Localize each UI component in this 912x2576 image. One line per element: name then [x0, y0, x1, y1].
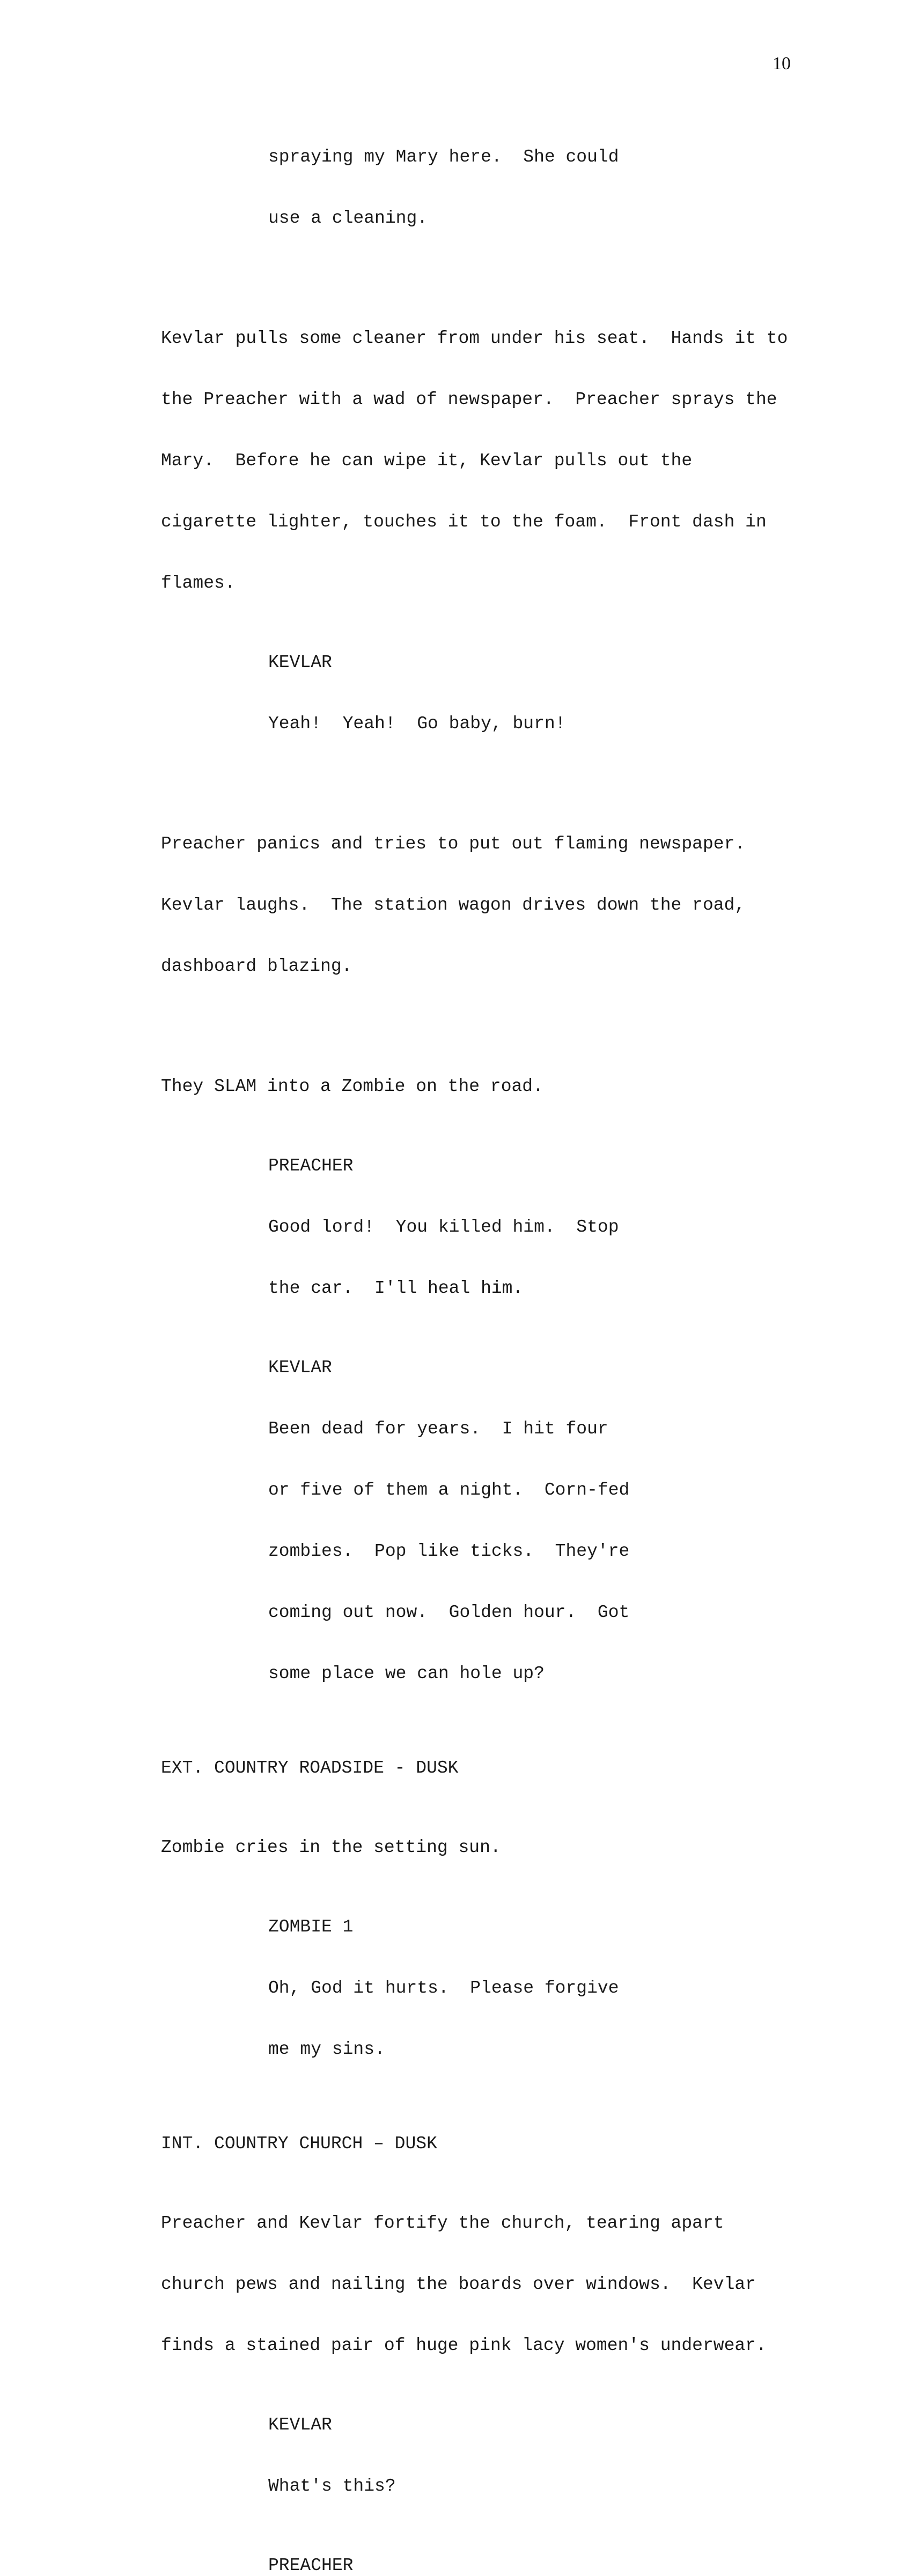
action-block [161, 1036, 805, 1138]
dialogue-block [268, 1937, 644, 2101]
screenplay-body [161, 106, 805, 2576]
character-cue: KEVLAR [268, 1358, 332, 1378]
dialogue-block [268, 673, 644, 775]
action-block [161, 793, 805, 1018]
action-block [161, 1797, 805, 1899]
action-line: cigarette lighter, touches it to the foam. Front dash in [161, 512, 767, 532]
character-cue: PREACHER [268, 1156, 354, 1176]
action-line: Mary. Before he can wipe it, Kevlar pulls out the [161, 451, 693, 471]
action-line: church pews and nailing the boards over windows. Kevlar [161, 2274, 756, 2294]
dialogue-line: zombies. Pop like ticks. They're [268, 1541, 630, 1561]
action-block [161, 2172, 805, 2397]
dialogue-line: the car. I'll heal him. [268, 1278, 524, 1298]
dialogue-line: me my sins. [268, 2039, 385, 2059]
dialogue-line: or five of them a night. Corn-fed [268, 1480, 630, 1500]
action-line: flames. [161, 573, 236, 593]
character-cue: ZOMBIE 1 [268, 1917, 354, 1937]
action-line: Kevlar laughs. The station wagon drives down the road, [161, 895, 746, 915]
action-line: They SLAM into a Zombie on the road. [161, 1077, 543, 1096]
dialogue-line: Yeah! Yeah! Go baby, burn! [268, 714, 566, 734]
action-line: Preacher and Kevlar fortify the church, tearing apart [161, 2213, 724, 2233]
action-line: finds a stained pair of huge pink lacy women's underwear. [161, 2336, 767, 2355]
dialogue-line: What's this? [268, 2476, 396, 2496]
dialogue-block [268, 2435, 644, 2537]
dialogue-line: Good lord! You killed him. Stop [268, 1217, 619, 1237]
dialogue-block [268, 1176, 644, 1340]
dialogue-line: spraying my Mary here. She could [268, 147, 619, 167]
action-block [161, 288, 805, 634]
dialogue-line: some place we can hole up? [268, 1664, 545, 1684]
character-cue: KEVLAR [268, 653, 332, 672]
page-number: 10 [773, 54, 791, 74]
character-cue: PREACHER [268, 2556, 354, 2575]
action-line: dashboard blazing. [161, 956, 352, 976]
dialogue-line: Oh, God it hurts. Please forgive [268, 1978, 619, 1998]
scene-heading: INT. COUNTRY CHURCH – DUSK [161, 2134, 437, 2154]
action-line: Zombie cries in the setting sun. [161, 1838, 501, 1857]
dialogue-block [268, 1378, 644, 1725]
dialogue-line: Been dead for years. I hit four [268, 1419, 608, 1439]
action-line: Preacher panics and tries to put out flaming newspaper. [161, 834, 746, 854]
dialogue-block [268, 106, 644, 269]
scene-heading: EXT. COUNTRY ROADSIDE - DUSK [161, 1758, 459, 1778]
dialogue-line: coming out now. Golden hour. Got [268, 1602, 630, 1622]
action-line: the Preacher with a wad of newspaper. Preacher sprays the [161, 390, 777, 409]
dialogue-line: use a cleaning. [268, 208, 428, 228]
character-cue: KEVLAR [268, 2415, 332, 2435]
action-line: Kevlar pulls some cleaner from under his seat. Hands it to [161, 328, 788, 348]
